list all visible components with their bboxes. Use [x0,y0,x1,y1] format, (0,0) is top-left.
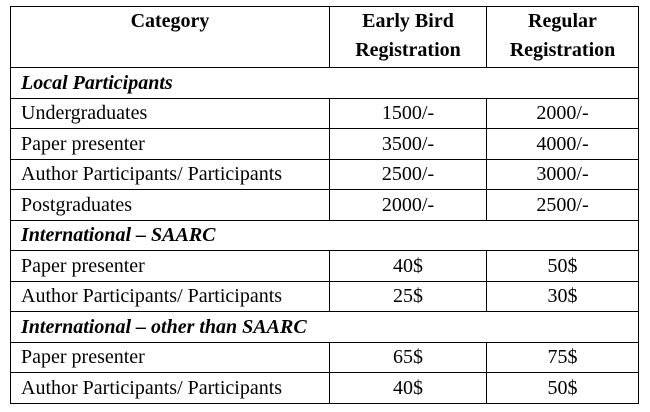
header-row [11,7,639,68]
section-row-saarc [11,220,639,251]
table-row [11,129,639,160]
table-row [11,281,639,312]
table-row [11,251,639,282]
header-regular: Regular Registration [487,7,639,68]
row-category: Paper presenter [11,342,330,373]
row-early-bird: 40$ [330,251,487,282]
row-regular: 50$ [487,373,639,404]
row-regular: 30$ [487,281,639,312]
section-title: Local Participants [11,68,639,99]
table-row [11,373,639,404]
table-row [11,159,639,190]
row-category: Author Participants/ Participants [11,159,330,190]
table-row [11,98,639,129]
section-row-non-saarc [11,312,639,343]
row-early-bird: 65$ [330,342,487,373]
header-early-bird: Early Bird Registration [330,7,487,68]
table-row [11,342,639,373]
row-early-bird: 25$ [330,281,487,312]
row-category: Postgraduates [11,190,330,221]
section-title: International – other than SAARC [11,312,639,343]
registration-fees-table [10,6,639,404]
row-category: Undergraduates [11,98,330,129]
row-early-bird: 2500/- [330,159,487,190]
row-early-bird: 40$ [330,373,487,404]
row-category: Paper presenter [11,251,330,282]
row-early-bird: 3500/- [330,129,487,160]
row-category: Paper presenter [11,129,330,160]
row-regular: 2500/- [487,190,639,221]
header-category: Category [11,7,330,68]
row-regular: 4000/- [487,129,639,160]
section-title: International – SAARC [11,220,639,251]
row-early-bird: 2000/- [330,190,487,221]
row-regular: 2000/- [487,98,639,129]
row-early-bird: 1500/- [330,98,487,129]
row-regular: 75$ [487,342,639,373]
section-row-local [11,68,639,99]
table-row [11,190,639,221]
row-regular: 50$ [487,251,639,282]
row-regular: 3000/- [487,159,639,190]
row-category: Author Participants/ Participants [11,281,330,312]
row-category: Author Participants/ Participants [11,373,330,404]
